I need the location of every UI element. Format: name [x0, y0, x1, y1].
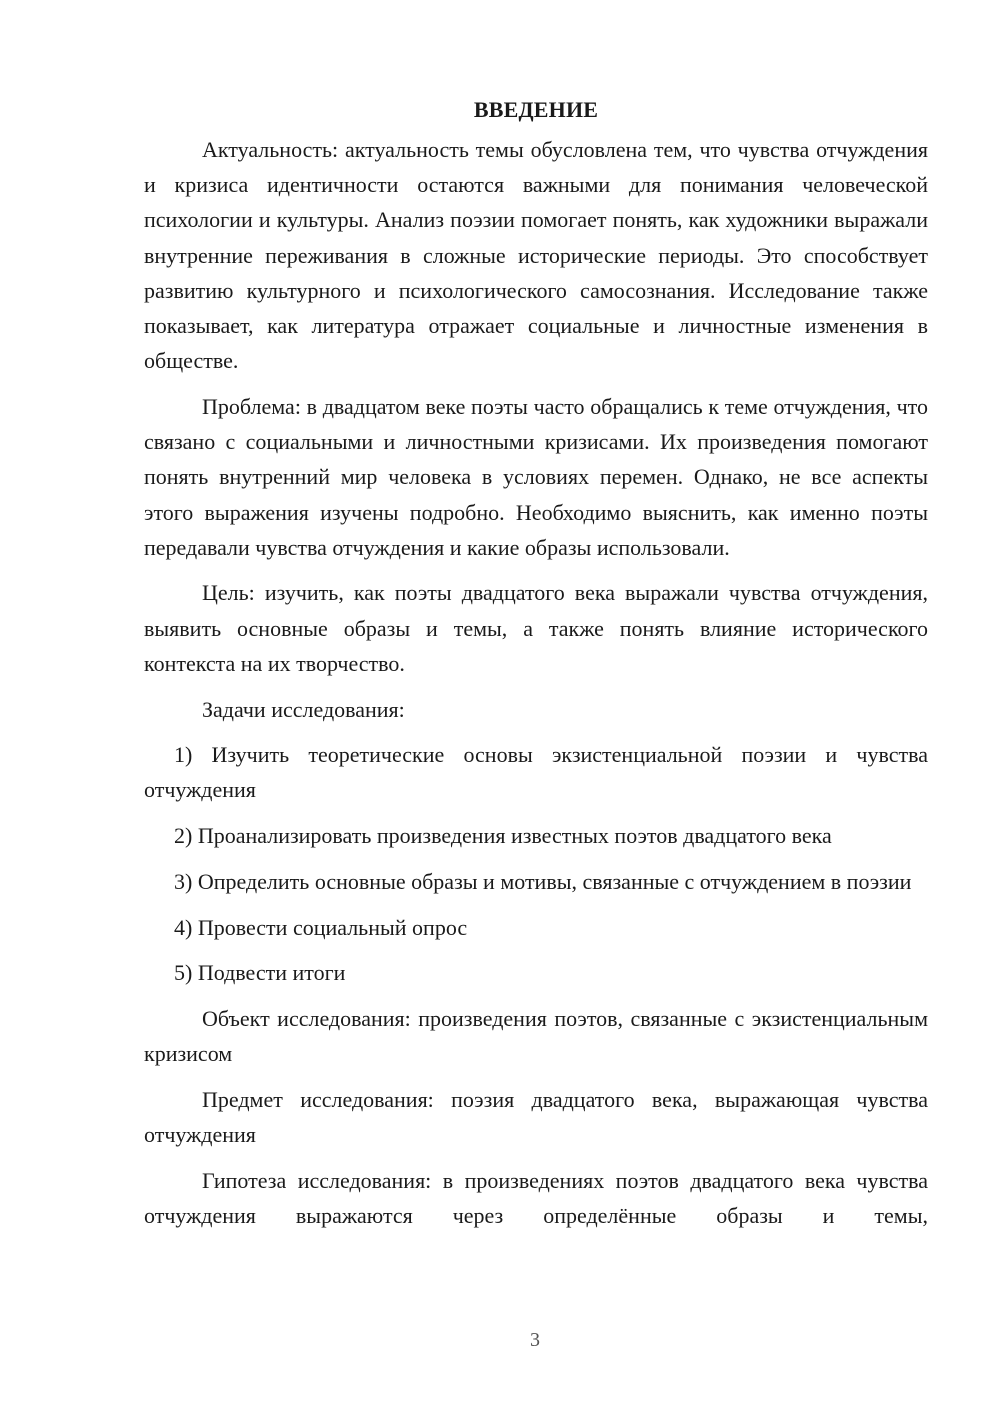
- object-paragraph: Объект исследования: произведения поэтов, связанные с экзистенциальным кризисом: [144, 1005, 928, 1067]
- tasks-heading: Задачи исследования:: [202, 696, 405, 722]
- section-heading: ВВЕДЕНИЕ: [473, 97, 599, 122]
- page-number: 3: [530, 1329, 540, 1351]
- problem-paragraph: Проблема: в двадцатом веке поэты часто обращались к теме отчуждения, что связано с социальными и личностными кризисами. Их произведения помогают понять внутренний мир человека в условиях перемен. Однако, не все аспекты этого выражения изучены подробно. Необходимо выяснить, как именно поэты передавали чувства отчуждения и какие образы использовали.: [144, 393, 928, 560]
- hypothesis-paragraph: Гипотеза исследования: в произведениях поэтов двадцатого века чувства отчуждения выражаются через определённые образы и темы,: [144, 1167, 928, 1228]
- task-item-2: 2) Проанализировать произведения известных поэтов двадцатого века: [174, 823, 832, 849]
- goal-paragraph: Цель: изучить, как поэты двадцатого века выражали чувства отчуждения, выявить основные образы и темы, а также понять влияние исторического контекста на их творчество.: [144, 580, 928, 676]
- subject-paragraph: Предмет исследования: поэзия двадцатого века, выражающая чувства отчуждения: [144, 1086, 928, 1148]
- task-item-4: 4) Провести социальный опрос: [174, 914, 468, 940]
- task-item-1: 1) Изучить теоретические основы экзистенциальной поэзии и чувства отчуждения: [144, 742, 928, 803]
- task-item-3: 3) Определить основные образы и мотивы, связанные с отчуждением в поэзии: [174, 868, 912, 894]
- document-page: [144, 92, 928, 1244]
- relevance-paragraph: Актуальность: актуальность темы обусловлена тем, что чувства отчуждения и кризиса идентичности остаются важными для понимания человеческой психологии и культуры. Анализ поэзии помогает понять, как художники выражали внутренние переживания в сложные исторические периоды. Это способствует развитию культурного и психологического самосознания. Исследование также показывает, как литература отражает социальные и личностные изменения в обществе.: [144, 137, 928, 374]
- task-item-5: 5) Подвести итоги: [174, 960, 346, 986]
